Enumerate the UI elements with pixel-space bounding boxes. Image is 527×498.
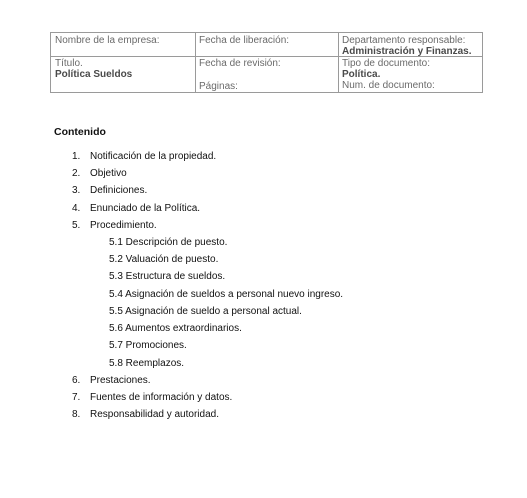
toc-item-label: Fuentes de información y datos. (90, 392, 233, 403)
department-value: Administración y Finanzas. (342, 46, 472, 57)
toc-item-label: Prestaciones. (90, 375, 151, 386)
toc-item-number: 3. (72, 185, 81, 196)
toc-subitem: 5.7 Promociones. (109, 340, 187, 351)
toc-item-number: 7. (72, 392, 81, 403)
toc-item-number: 5. (72, 220, 81, 231)
toc-subitem: 5.6 Aumentos extraordinarios. (109, 323, 242, 334)
toc-item-label: Procedimiento. (90, 220, 157, 231)
pages-label: Páginas: (199, 81, 238, 92)
toc-item-label: Responsabilidad y autoridad. (90, 409, 219, 420)
doc-number-label: Num. de documento: (342, 80, 435, 91)
toc-subitem: 5.8 Reemplazos. (109, 358, 185, 369)
content-heading: Contenido (54, 126, 106, 138)
revision-date-cell (195, 58, 338, 69)
title-value: Política Sueldos (55, 69, 133, 80)
title-cell (51, 58, 195, 80)
doc-type-cell (338, 58, 482, 91)
document-header-table (50, 32, 483, 93)
toc-item-number: 4. (72, 203, 81, 214)
toc-item-label: Notificación de la propiedad. (90, 151, 217, 162)
toc-item-number: 1. (72, 151, 81, 162)
release-date-cell (195, 35, 338, 46)
toc-subitem: 5.3 Estructura de sueldos. (109, 271, 226, 282)
department-cell (338, 35, 482, 57)
company-label: Nombre de la empresa: (55, 35, 160, 46)
pages-cell (195, 81, 338, 92)
title-label: Título. (55, 58, 83, 69)
toc-subitem: 5.1 Descripción de puesto. (109, 237, 228, 248)
toc-subitem: 5.5 Asignación de sueldo a personal actual. (109, 306, 302, 317)
toc-item-number: 8. (72, 409, 81, 420)
toc-item-label: Objetivo (90, 168, 127, 179)
toc-subitem: 5.2 Valuación de puesto. (109, 254, 219, 265)
toc-item-number: 6. (72, 375, 81, 386)
toc-subitem: 5.4 Asignación de sueldos a personal nuevo ingreso. (109, 289, 344, 300)
revision-date-label: Fecha de revisión: (199, 58, 281, 69)
toc-item-label: Definiciones. (90, 185, 148, 196)
doc-type-value: Política. (342, 69, 381, 80)
toc-item-number: 2. (72, 168, 81, 179)
department-label: Departamento responsable: (342, 35, 466, 46)
doc-type-label: Tipo de documento: (342, 58, 431, 69)
company-cell (51, 35, 195, 46)
toc-item-label: Enunciado de la Política. (90, 203, 201, 214)
release-date-label: Fecha de liberación: (199, 35, 290, 46)
